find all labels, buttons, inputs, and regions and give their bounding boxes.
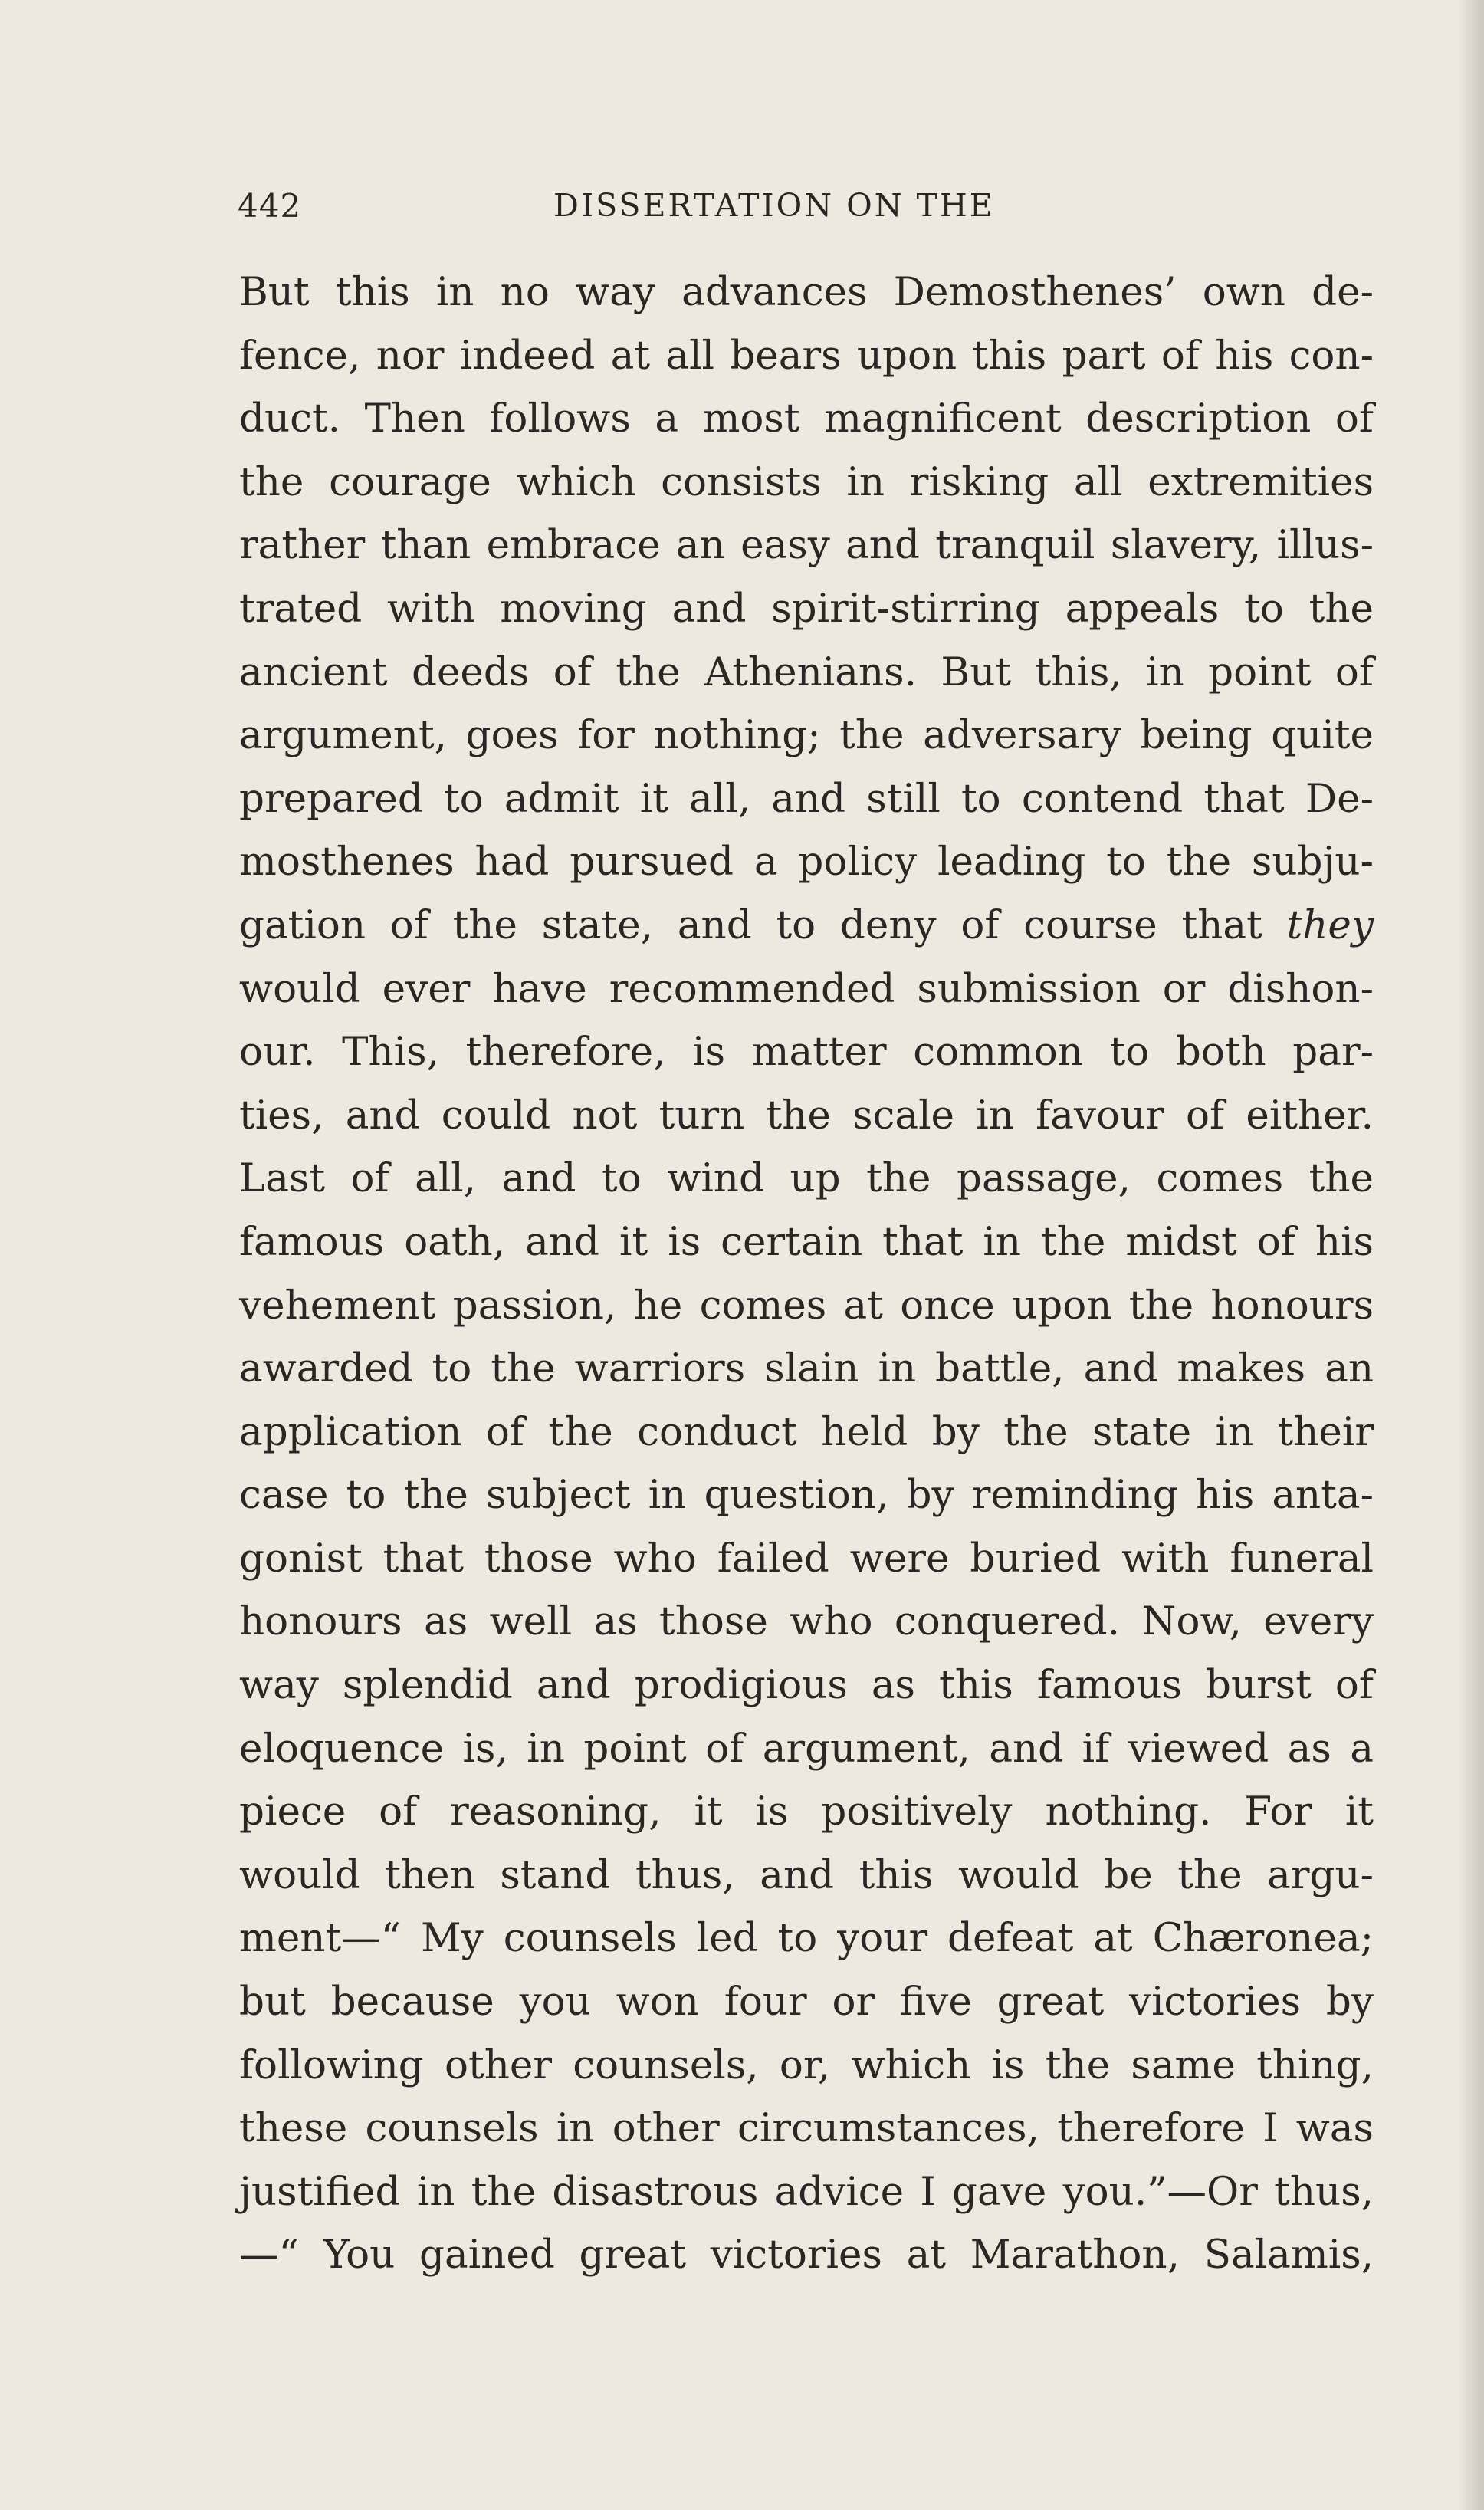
text-line: way splendid and prodigious as this famous burst of	[239, 1662, 1374, 1709]
text-line: vehement passion, he comes at once upon the honours	[239, 1282, 1374, 1329]
text-line: —“ You gained great victories at Marathon, Salamis,	[239, 2232, 1374, 2278]
page-number: 442	[238, 187, 302, 225]
text-line-with-italic	[239, 894, 1374, 958]
text-line: piece of reasoning, it is positively nothing. For it	[239, 1789, 1374, 1835]
text-line: Last of all, and to wind up the passage, comes the	[239, 1155, 1374, 1202]
text-line: ment—“ My counsels led to your defeat at Chæronea;	[239, 1915, 1374, 1962]
text-line: honours as well as those who conquered. Now, every	[239, 1598, 1374, 1645]
text-line: But this in no way advances Demosthenes’ own de-	[239, 269, 1374, 315]
text-line: prepared to admit it all, and still to contend that De-	[239, 775, 1374, 822]
text-line: awarded to the warriors slain in battle, and makes an	[239, 1345, 1374, 1392]
text-line: justified in the disastrous advice I gave you.”—Or thus,	[239, 2168, 1374, 2215]
text-line: eloquence is, in point of argument, and if viewed as a	[239, 1725, 1374, 1772]
text-line: famous oath, and it is certain that in the midst of his	[239, 1218, 1374, 1265]
text-line: but because you won four or five great victories by	[239, 1979, 1374, 2025]
text-line: would then stand thus, and this would be the argu-	[239, 1851, 1374, 1898]
text-line: mosthenes had pursued a policy leading to the subju-	[239, 839, 1374, 885]
text-line: gonist that those who failed were buried with funeral	[239, 1535, 1374, 1582]
text-line: ancient deeds of the Athenians. But this, in point of	[239, 649, 1374, 695]
text-line-part: gation of the state, and to deny of course that	[239, 902, 1262, 948]
text-line: our. This, therefore, is matter common to both par-	[239, 1029, 1374, 1076]
text-line: application of the conduct held by the state in their	[239, 1408, 1374, 1455]
running-head: DISSERTATION ON THE	[553, 187, 995, 224]
italic-word: they	[1286, 902, 1374, 948]
text-line: ties, and could not turn the scale in favour of either.	[239, 1092, 1374, 1138]
text-line: argument, goes for nothing; the adversary being quite	[239, 712, 1374, 759]
text-line: case to the subject in question, by reminding his anta-	[239, 1472, 1374, 1519]
text-line: trated with moving and spirit-stirring appeals to the	[239, 585, 1374, 632]
text-line: rather than embrace an easy and tranquil slavery, illus-	[239, 522, 1374, 569]
text-line: the courage which consists in risking all extremities	[239, 458, 1374, 505]
page-header	[238, 187, 1219, 238]
text-line: fence, nor indeed at all bears upon this part of his con-	[239, 332, 1374, 379]
text-line: would ever have recommended submission or dishon-	[239, 965, 1374, 1012]
text-line: following other counsels, or, which is the same thing,	[239, 2042, 1374, 2088]
text-line: these counsels in other circumstances, therefore I was	[239, 2105, 1374, 2152]
page-edge-shadow	[1458, 0, 1484, 2510]
body-text	[239, 261, 1374, 2287]
text-line: duct. Then follows a most magnificent description of	[239, 396, 1374, 442]
